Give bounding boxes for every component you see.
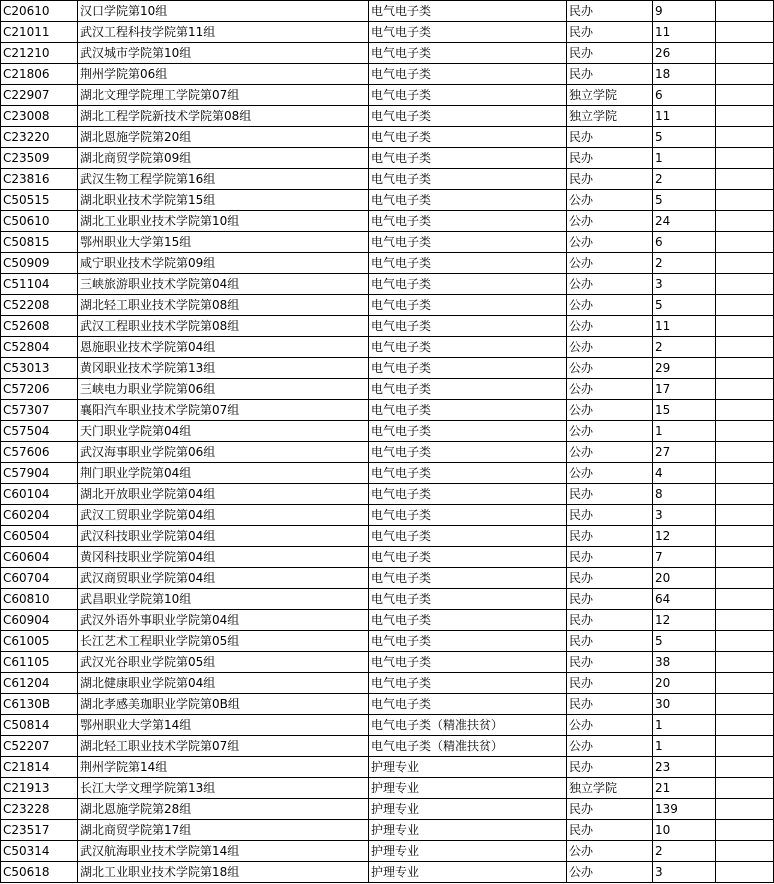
group-code-cell: C57606 <box>1 442 78 463</box>
school-group-cell: 湖北开放职业学院第04组 <box>78 484 369 505</box>
empty-cell <box>716 358 774 379</box>
school-type-cell: 民办 <box>567 148 653 169</box>
school-type-cell: 公办 <box>567 442 653 463</box>
table-row <box>1 106 774 127</box>
empty-cell <box>716 442 774 463</box>
table-row <box>1 64 774 85</box>
school-type-cell: 公办 <box>567 715 653 736</box>
major-category-cell: 电气电子类 <box>369 127 567 148</box>
major-category-cell: 护理专业 <box>369 820 567 841</box>
empty-cell <box>716 22 774 43</box>
school-type-cell: 民办 <box>567 484 653 505</box>
table-row <box>1 211 774 232</box>
school-type-cell: 民办 <box>567 22 653 43</box>
plan-count-cell: 1 <box>653 715 716 736</box>
empty-cell <box>716 652 774 673</box>
plan-count-cell: 5 <box>653 631 716 652</box>
school-type-cell: 公办 <box>567 421 653 442</box>
major-category-cell: 电气电子类 <box>369 316 567 337</box>
major-category-cell: 电气电子类 <box>369 526 567 547</box>
plan-count-cell: 2 <box>653 337 716 358</box>
empty-cell <box>716 547 774 568</box>
school-type-cell: 民办 <box>567 64 653 85</box>
major-category-cell: 电气电子类 <box>369 442 567 463</box>
empty-cell <box>716 673 774 694</box>
school-type-cell: 民办 <box>567 631 653 652</box>
table-row <box>1 295 774 316</box>
group-code-cell: C52804 <box>1 337 78 358</box>
table-row <box>1 43 774 64</box>
school-type-cell: 民办 <box>567 127 653 148</box>
major-category-cell: 电气电子类 <box>369 547 567 568</box>
table-row <box>1 337 774 358</box>
school-type-cell: 公办 <box>567 232 653 253</box>
school-group-cell: 武汉科技职业学院第04组 <box>78 526 369 547</box>
school-group-cell: 湖北商贸学院第09组 <box>78 148 369 169</box>
group-code-cell: C6130B <box>1 694 78 715</box>
group-code-cell: C52608 <box>1 316 78 337</box>
school-type-cell: 公办 <box>567 295 653 316</box>
plan-count-cell: 12 <box>653 610 716 631</box>
major-category-cell: 电气电子类 <box>369 148 567 169</box>
school-type-cell: 民办 <box>567 673 653 694</box>
plan-count-cell: 6 <box>653 85 716 106</box>
plan-count-cell: 139 <box>653 799 716 820</box>
plan-count-cell: 18 <box>653 64 716 85</box>
major-category-cell: 电气电子类 <box>369 463 567 484</box>
school-group-cell: 湖北恩施学院第28组 <box>78 799 369 820</box>
table-row <box>1 568 774 589</box>
school-group-cell: 武汉城市学院第10组 <box>78 43 369 64</box>
major-category-cell: 电气电子类 <box>369 505 567 526</box>
plan-count-cell: 3 <box>653 505 716 526</box>
major-category-cell: 电气电子类 <box>369 274 567 295</box>
table-row <box>1 631 774 652</box>
group-code-cell: C50515 <box>1 190 78 211</box>
group-code-cell: C21011 <box>1 22 78 43</box>
major-category-cell: 电气电子类 <box>369 64 567 85</box>
empty-cell <box>716 589 774 610</box>
school-group-cell: 三峡旅游职业技术学院第04组 <box>78 274 369 295</box>
table-row <box>1 736 774 757</box>
school-type-cell: 独立学院 <box>567 106 653 127</box>
school-type-cell: 民办 <box>567 694 653 715</box>
plan-count-cell: 26 <box>653 43 716 64</box>
plan-count-cell: 11 <box>653 22 716 43</box>
empty-cell <box>716 295 774 316</box>
plan-count-cell: 21 <box>653 778 716 799</box>
table-row <box>1 589 774 610</box>
plan-count-cell: 1 <box>653 736 716 757</box>
group-code-cell: C21814 <box>1 757 78 778</box>
plan-count-cell: 11 <box>653 316 716 337</box>
group-code-cell: C61105 <box>1 652 78 673</box>
school-group-cell: 湖北健康职业学院第04组 <box>78 673 369 694</box>
table-row <box>1 400 774 421</box>
group-code-cell: C21210 <box>1 43 78 64</box>
school-group-cell: 天门职业学院第04组 <box>78 421 369 442</box>
group-code-cell: C23228 <box>1 799 78 820</box>
school-group-cell: 武昌职业学院第10组 <box>78 589 369 610</box>
table-row <box>1 820 774 841</box>
group-code-cell: C50618 <box>1 862 78 883</box>
plan-count-cell: 23 <box>653 757 716 778</box>
table-row <box>1 22 774 43</box>
major-category-cell: 电气电子类 <box>369 211 567 232</box>
group-code-cell: C60204 <box>1 505 78 526</box>
empty-cell <box>716 694 774 715</box>
plan-count-cell: 15 <box>653 400 716 421</box>
plan-count-cell: 64 <box>653 589 716 610</box>
school-group-cell: 湖北文理学院理工学院第07组 <box>78 85 369 106</box>
table-row <box>1 694 774 715</box>
school-group-cell: 湖北孝感美珈职业学院第0B组 <box>78 694 369 715</box>
plan-count-cell: 1 <box>653 148 716 169</box>
table-row <box>1 673 774 694</box>
major-category-cell: 电气电子类 <box>369 589 567 610</box>
school-type-cell: 独立学院 <box>567 778 653 799</box>
empty-cell <box>716 610 774 631</box>
school-group-cell: 汉口学院第10组 <box>78 1 369 22</box>
group-code-cell: C23220 <box>1 127 78 148</box>
plan-count-cell: 20 <box>653 568 716 589</box>
empty-cell <box>716 169 774 190</box>
school-group-cell: 武汉工程科技学院第11组 <box>78 22 369 43</box>
empty-cell <box>716 799 774 820</box>
empty-cell <box>716 484 774 505</box>
table-row <box>1 715 774 736</box>
empty-cell <box>716 232 774 253</box>
group-code-cell: C60704 <box>1 568 78 589</box>
table-row <box>1 442 774 463</box>
school-group-cell: 湖北轻工职业技术学院第08组 <box>78 295 369 316</box>
group-code-cell: C51104 <box>1 274 78 295</box>
empty-cell <box>716 190 774 211</box>
school-type-cell: 公办 <box>567 274 653 295</box>
group-code-cell: C61204 <box>1 673 78 694</box>
plan-count-cell: 30 <box>653 694 716 715</box>
table-row <box>1 232 774 253</box>
empty-cell <box>716 505 774 526</box>
group-code-cell: C52207 <box>1 736 78 757</box>
plan-count-cell: 1 <box>653 421 716 442</box>
group-code-cell: C60810 <box>1 589 78 610</box>
school-type-cell: 公办 <box>567 358 653 379</box>
table-row <box>1 484 774 505</box>
major-category-cell: 电气电子类 <box>369 169 567 190</box>
plan-count-cell: 11 <box>653 106 716 127</box>
major-category-cell: 护理专业 <box>369 862 567 883</box>
empty-cell <box>716 736 774 757</box>
school-type-cell: 民办 <box>567 547 653 568</box>
school-group-cell: 湖北职业技术学院第15组 <box>78 190 369 211</box>
group-code-cell: C57904 <box>1 463 78 484</box>
empty-cell <box>716 757 774 778</box>
empty-cell <box>716 568 774 589</box>
school-type-cell: 公办 <box>567 841 653 862</box>
plan-count-cell: 7 <box>653 547 716 568</box>
school-group-cell: 黄冈科技职业学院第04组 <box>78 547 369 568</box>
school-group-cell: 恩施职业技术学院第04组 <box>78 337 369 358</box>
school-type-cell: 民办 <box>567 610 653 631</box>
major-category-cell: 电气电子类 <box>369 358 567 379</box>
major-category-cell: 护理专业 <box>369 757 567 778</box>
table-row <box>1 526 774 547</box>
school-type-cell: 民办 <box>567 820 653 841</box>
plan-count-cell: 5 <box>653 190 716 211</box>
table-row <box>1 379 774 400</box>
school-group-cell: 武汉海事职业学院第06组 <box>78 442 369 463</box>
empty-cell <box>716 820 774 841</box>
major-category-cell: 电气电子类 <box>369 85 567 106</box>
group-code-cell: C60504 <box>1 526 78 547</box>
plan-count-cell: 12 <box>653 526 716 547</box>
school-type-cell: 民办 <box>567 505 653 526</box>
plan-count-cell: 2 <box>653 253 716 274</box>
table-row <box>1 190 774 211</box>
group-code-cell: C50610 <box>1 211 78 232</box>
group-code-cell: C21806 <box>1 64 78 85</box>
school-group-cell: 湖北工业职业技术学院第18组 <box>78 862 369 883</box>
empty-cell <box>716 85 774 106</box>
empty-cell <box>716 463 774 484</box>
plan-count-cell: 20 <box>653 673 716 694</box>
empty-cell <box>716 148 774 169</box>
school-group-cell: 襄阳汽车职业技术学院第07组 <box>78 400 369 421</box>
major-category-cell: 护理专业 <box>369 778 567 799</box>
school-group-cell: 武汉航海职业技术学院第14组 <box>78 841 369 862</box>
empty-cell <box>716 715 774 736</box>
group-code-cell: C23008 <box>1 106 78 127</box>
major-category-cell: 电气电子类 <box>369 484 567 505</box>
school-type-cell: 公办 <box>567 337 653 358</box>
major-category-cell: 电气电子类 <box>369 379 567 400</box>
plan-count-cell: 27 <box>653 442 716 463</box>
school-type-cell: 公办 <box>567 736 653 757</box>
school-group-cell: 武汉商贸职业学院第04组 <box>78 568 369 589</box>
major-category-cell: 电气电子类 <box>369 652 567 673</box>
empty-cell <box>716 316 774 337</box>
major-category-cell: 电气电子类 <box>369 673 567 694</box>
table-row <box>1 652 774 673</box>
school-type-cell: 公办 <box>567 400 653 421</box>
major-category-cell: 电气电子类 <box>369 232 567 253</box>
plan-count-cell: 17 <box>653 379 716 400</box>
school-type-cell: 公办 <box>567 190 653 211</box>
school-type-cell: 民办 <box>567 43 653 64</box>
group-code-cell: C50909 <box>1 253 78 274</box>
major-category-cell: 电气电子类 <box>369 295 567 316</box>
group-code-cell: C60604 <box>1 547 78 568</box>
major-category-cell: 电气电子类 <box>369 337 567 358</box>
empty-cell <box>716 862 774 883</box>
school-type-cell: 民办 <box>567 169 653 190</box>
plan-count-cell: 5 <box>653 127 716 148</box>
table-row <box>1 778 774 799</box>
school-type-cell: 公办 <box>567 253 653 274</box>
school-group-cell: 荆州学院第14组 <box>78 757 369 778</box>
major-category-cell: 电气电子类 <box>369 253 567 274</box>
major-category-cell: 电气电子类 <box>369 43 567 64</box>
empty-cell <box>716 337 774 358</box>
empty-cell <box>716 253 774 274</box>
school-type-cell: 民办 <box>567 589 653 610</box>
table-row <box>1 1 774 22</box>
group-code-cell: C60104 <box>1 484 78 505</box>
group-code-cell: C50314 <box>1 841 78 862</box>
group-code-cell: C50815 <box>1 232 78 253</box>
group-code-cell: C22907 <box>1 85 78 106</box>
group-code-cell: C61005 <box>1 631 78 652</box>
school-group-cell: 长江大学文理学院第13组 <box>78 778 369 799</box>
group-code-cell: C60904 <box>1 610 78 631</box>
plan-count-cell: 2 <box>653 169 716 190</box>
school-group-cell: 鄂州职业大学第15组 <box>78 232 369 253</box>
major-category-cell: 电气电子类 <box>369 568 567 589</box>
group-code-cell: C53013 <box>1 358 78 379</box>
group-code-cell: C23517 <box>1 820 78 841</box>
table-row <box>1 274 774 295</box>
plan-count-cell: 2 <box>653 841 716 862</box>
school-group-cell: 武汉光谷职业学院第05组 <box>78 652 369 673</box>
table-row <box>1 316 774 337</box>
empty-cell <box>716 841 774 862</box>
plan-count-cell: 4 <box>653 463 716 484</box>
plan-count-cell: 3 <box>653 274 716 295</box>
plan-count-cell: 3 <box>653 862 716 883</box>
table-row <box>1 841 774 862</box>
major-category-cell: 电气电子类 <box>369 190 567 211</box>
major-category-cell: 电气电子类 <box>369 631 567 652</box>
table-row <box>1 421 774 442</box>
empty-cell <box>716 379 774 400</box>
school-type-cell: 民办 <box>567 1 653 22</box>
table-row <box>1 547 774 568</box>
empty-cell <box>716 631 774 652</box>
empty-cell <box>716 43 774 64</box>
empty-cell <box>716 211 774 232</box>
group-code-cell: C23816 <box>1 169 78 190</box>
empty-cell <box>716 778 774 799</box>
school-group-cell: 黄冈职业技术学院第13组 <box>78 358 369 379</box>
major-category-cell: 电气电子类 <box>369 421 567 442</box>
group-code-cell: C50814 <box>1 715 78 736</box>
table-row <box>1 799 774 820</box>
table-row <box>1 862 774 883</box>
major-category-cell: 电气电子类 <box>369 694 567 715</box>
major-category-cell: 护理专业 <box>369 799 567 820</box>
school-group-cell: 湖北工程学院新技术学院第08组 <box>78 106 369 127</box>
table-row <box>1 85 774 106</box>
school-group-cell: 三峡电力职业学院第06组 <box>78 379 369 400</box>
table-row <box>1 358 774 379</box>
school-type-cell: 公办 <box>567 316 653 337</box>
school-group-cell: 咸宁职业技术学院第09组 <box>78 253 369 274</box>
plan-count-cell: 5 <box>653 295 716 316</box>
school-type-cell: 民办 <box>567 799 653 820</box>
major-category-cell: 电气电子类 <box>369 400 567 421</box>
major-category-cell: 电气电子类 <box>369 106 567 127</box>
school-type-cell: 公办 <box>567 379 653 400</box>
school-type-cell: 公办 <box>567 211 653 232</box>
plan-count-cell: 38 <box>653 652 716 673</box>
school-type-cell: 公办 <box>567 862 653 883</box>
school-group-cell: 武汉生物工程学院第16组 <box>78 169 369 190</box>
empty-cell <box>716 421 774 442</box>
school-group-cell: 武汉工贸职业学院第04组 <box>78 505 369 526</box>
school-group-cell: 鄂州职业大学第14组 <box>78 715 369 736</box>
group-code-cell: C20610 <box>1 1 78 22</box>
group-code-cell: C57307 <box>1 400 78 421</box>
plan-count-cell: 24 <box>653 211 716 232</box>
school-group-cell: 荆州学院第06组 <box>78 64 369 85</box>
empty-cell <box>716 127 774 148</box>
group-code-cell: C57206 <box>1 379 78 400</box>
group-code-cell: C21913 <box>1 778 78 799</box>
school-group-cell: 长江艺术工程职业学院第05组 <box>78 631 369 652</box>
school-type-cell: 独立学院 <box>567 85 653 106</box>
empty-cell <box>716 400 774 421</box>
empty-cell <box>716 64 774 85</box>
table-row <box>1 148 774 169</box>
table-row <box>1 127 774 148</box>
school-type-cell: 民办 <box>567 526 653 547</box>
plan-count-cell: 6 <box>653 232 716 253</box>
plan-count-cell: 8 <box>653 484 716 505</box>
school-type-cell: 民办 <box>567 568 653 589</box>
school-group-cell: 武汉工程职业技术学院第08组 <box>78 316 369 337</box>
school-group-cell: 湖北商贸学院第17组 <box>78 820 369 841</box>
school-group-cell: 荆门职业学院第04组 <box>78 463 369 484</box>
major-category-cell: 电气电子类（精准扶贫） <box>369 736 567 757</box>
empty-cell <box>716 1 774 22</box>
school-type-cell: 公办 <box>567 463 653 484</box>
school-group-cell: 武汉外语外事职业学院第04组 <box>78 610 369 631</box>
major-category-cell: 电气电子类 <box>369 610 567 631</box>
empty-cell <box>716 274 774 295</box>
empty-cell <box>716 526 774 547</box>
major-category-cell: 电气电子类 <box>369 1 567 22</box>
plan-count-cell: 10 <box>653 820 716 841</box>
table-row <box>1 505 774 526</box>
major-category-cell: 电气电子类（精准扶贫） <box>369 715 567 736</box>
school-group-cell: 湖北工业职业技术学院第10组 <box>78 211 369 232</box>
table-row <box>1 757 774 778</box>
table-body <box>1 1 774 883</box>
major-category-cell: 电气电子类 <box>369 22 567 43</box>
table-row <box>1 463 774 484</box>
school-group-cell: 湖北轻工职业技术学院第07组 <box>78 736 369 757</box>
group-code-cell: C23509 <box>1 148 78 169</box>
plan-count-cell: 29 <box>653 358 716 379</box>
major-category-cell: 护理专业 <box>369 841 567 862</box>
school-group-cell: 湖北恩施学院第20组 <box>78 127 369 148</box>
table-row <box>1 169 774 190</box>
empty-cell <box>716 106 774 127</box>
table-row <box>1 253 774 274</box>
group-code-cell: C52208 <box>1 295 78 316</box>
plan-count-cell: 9 <box>653 1 716 22</box>
school-type-cell: 民办 <box>567 757 653 778</box>
school-type-cell: 民办 <box>567 652 653 673</box>
table-row <box>1 610 774 631</box>
group-code-cell: C57504 <box>1 421 78 442</box>
